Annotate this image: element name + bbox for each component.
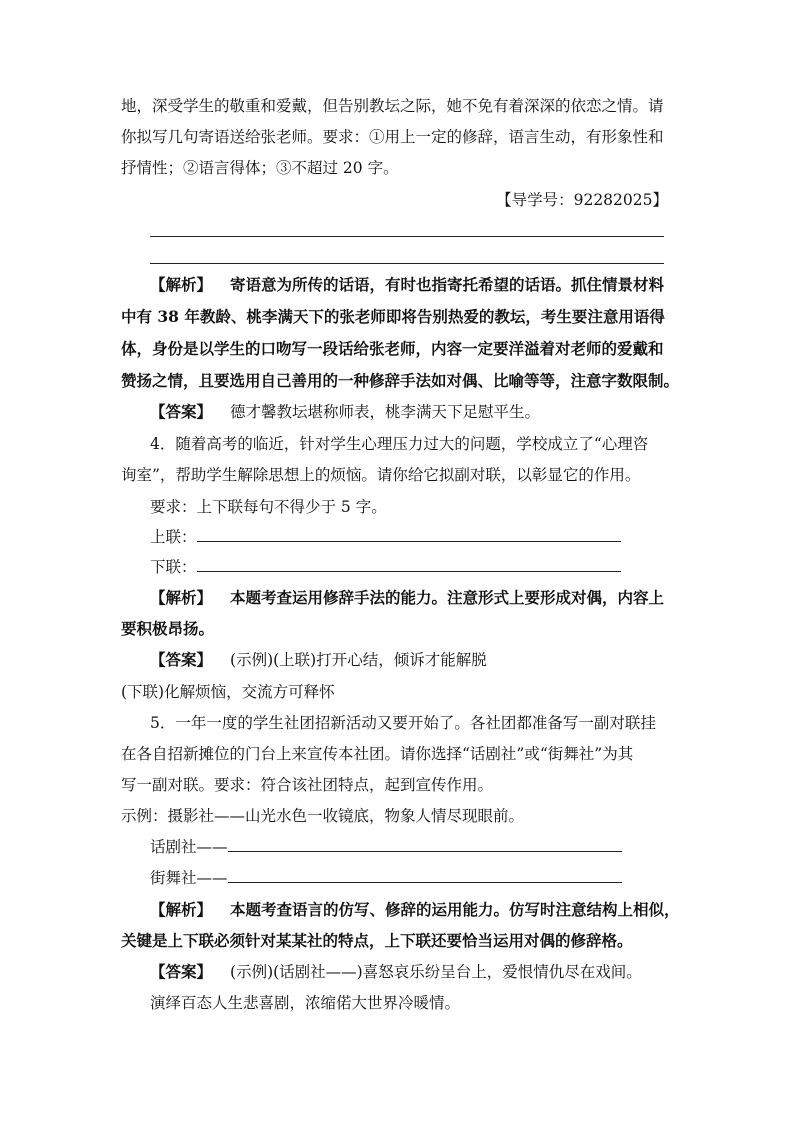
q4-line-1: 4．随着高考的临近，针对学生心理压力过大的问题，学校成立了“心理咨: [150, 435, 649, 453]
q3-answer-line-1[interactable]: [150, 236, 664, 237]
q3-answer: [150, 402, 540, 422]
q5-analysis-text-1: 本题考查语言的仿写、修辞的运用能力。仿写时注意结构上相似，: [230, 900, 680, 919]
q5-line-2: 在各自招新摊位的门台上来宣传本社团。请你选择“话剧社”或“街舞社”为其: [121, 745, 634, 763]
q3-answer-line-2[interactable]: [150, 263, 664, 264]
q5-example: 示例：摄影社——山光水色一收镜底，物象人情尽现眼前。: [121, 807, 525, 825]
q5-line-1: 5．一年一度的学生社团招新活动又要开始了。各社团都准备写一副对联挂: [150, 714, 656, 732]
q4-upper-label: 上联：: [150, 528, 197, 546]
q5-answer-text-1: (示例)(话剧社——)喜怒哀乐纷呈台上，爱恨情仇尽在戏间。: [230, 963, 642, 981]
q4-answer-line-1: [150, 650, 487, 670]
q5-analysis-line-2: 关键是上下联必须针对某某社的特点，上下联还要恰当运用对偶的修辞格。: [121, 931, 633, 950]
q5-line-3: 写一副对联。要求：符合该社团特点，起到宣传作用。: [121, 776, 494, 794]
q5-analysis-line-1: [150, 900, 680, 920]
q3-answer-text: 德才馨教坛堪称师表，桃李满天下足慰平生。: [230, 403, 541, 421]
q5-dance-blank[interactable]: [228, 868, 622, 883]
q4-answer-tag: 【答案】: [150, 650, 213, 669]
q5-dance-couplet: [150, 868, 622, 888]
q4-analysis-line-2: 要积极昂扬。: [121, 619, 215, 638]
q5-answer-line-2: 演绎百态人生悲喜剧，浓缩偌大世界冷暖情。: [150, 994, 461, 1012]
q4-analysis-tag: 【解析】: [150, 588, 213, 607]
q5-answer-tag: 【答案】: [150, 962, 213, 981]
q3-analysis-line-2: 中有 38 年教龄、桃李满天下的张老师即将告别热爱的教坛，考生要注意用语得: [121, 307, 665, 326]
q5-analysis-tag: 【解析】: [150, 900, 213, 919]
q4-upper-couplet: [150, 527, 621, 547]
q4-lower-couplet: [150, 557, 621, 577]
q3-analysis-line-1: [150, 275, 664, 295]
q5-dance-label: 街舞社——: [150, 869, 228, 887]
q5-answer-line-1: [150, 962, 642, 982]
q4-answer-text-1: (示例)(上联)打开心结，倾诉才能解脱: [230, 651, 487, 669]
q3-line-1: 地，深受学生的敬重和爱戴，但告别教坛之际，她不免有着深深的依恋之情。请: [121, 97, 664, 115]
q4-line-2: 询室”，帮助学生解除思想上的烦恼。请你给它拟副对联，以彰显它的作用。: [121, 466, 641, 484]
q5-drama-couplet: [150, 837, 622, 857]
q3-analysis-tag: 【解析】: [150, 275, 213, 294]
q5-drama-label: 话剧社——: [150, 838, 228, 856]
q4-answer-line-2: (下联)化解烦恼，交流方可释怀: [121, 683, 335, 701]
q3-analysis-line-3: 体，身份是以学生的口吻写一段话给张老师，内容一定要洋溢着对老师的爱戴和: [121, 339, 664, 358]
q3-line-3: 抒情性；②语言得体；③不超过 20 字。: [121, 159, 399, 177]
q4-requirement: 要求：上下联每句不得少于 5 字。: [150, 498, 387, 516]
q3-analysis-line-4: 赞扬之情，且要选用自己善用的一种修辞手法如对偶、比喻等等，注意字数限制。: [121, 371, 680, 390]
q4-lower-label: 下联：: [150, 558, 197, 576]
q3-answer-tag: 【答案】: [150, 402, 213, 421]
q3-line-2: 你拟写几句寄语送给张老师。要求：①用上一定的修辞，语言生动，有形象性和: [121, 128, 664, 146]
q3-analysis-text-1: 寄语意为所传的话语，有时也指寄托希望的话语。抓住情景材料: [230, 275, 665, 294]
q5-drama-blank[interactable]: [228, 837, 622, 852]
q4-lower-blank[interactable]: [197, 557, 621, 572]
q3-reference-number: 【导学号：92282025】: [496, 191, 668, 209]
q4-upper-blank[interactable]: [197, 527, 621, 542]
q4-analysis-line-1: [150, 588, 664, 608]
q4-analysis-text-1: 本题考查运用修辞手法的能力。注意形式上要形成对偶，内容上: [230, 588, 665, 607]
